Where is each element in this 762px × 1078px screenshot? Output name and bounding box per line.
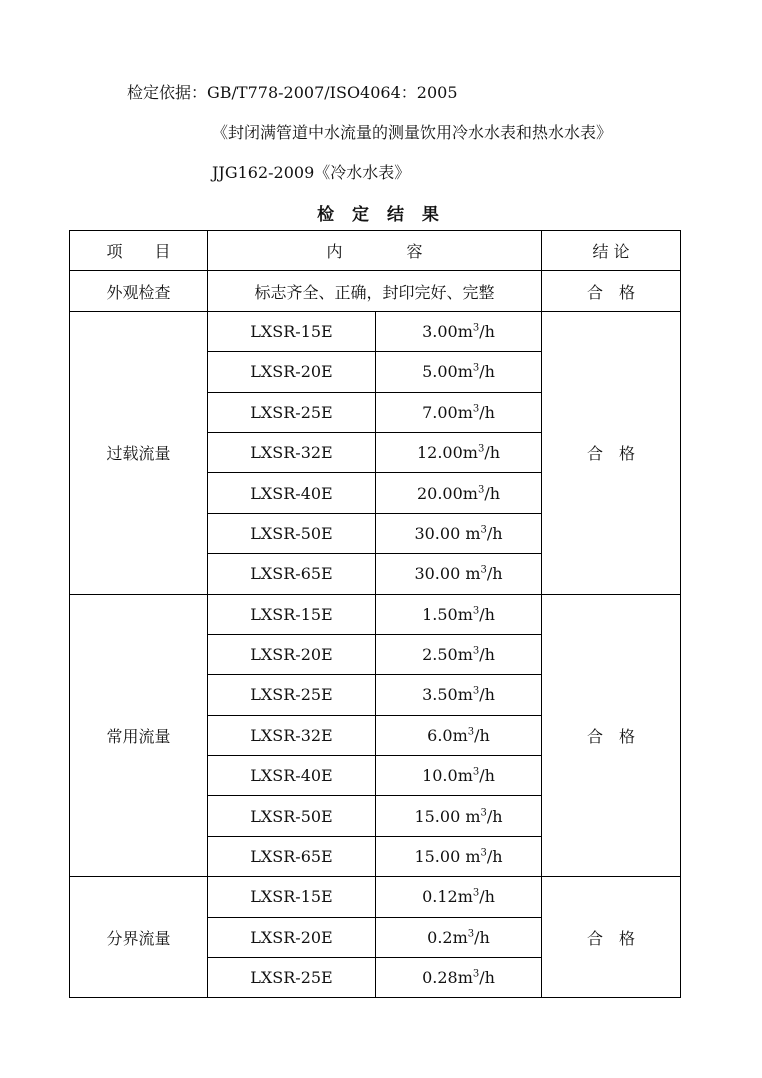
appearance-row [70,271,681,311]
model-cell: LXSR-65E [208,836,376,876]
flow-value-cell [376,594,542,634]
flow-value: 2.50m [422,645,473,665]
header-content: 内 容 [208,231,542,271]
model-cell: LXSR-15E [208,877,376,917]
table-row [70,877,681,917]
unit-exponent: 3 [472,645,480,657]
flow-unit: /h [486,564,503,584]
unit-exponent: 3 [472,363,480,375]
flow-unit: /h [479,645,495,665]
flow-value: 0.12m [422,887,473,907]
appearance-label: 外观检查 [70,271,208,311]
flow-unit: /h [484,443,501,463]
flow-value-cell [376,311,542,351]
flow-unit: /h [486,847,503,867]
results-table-body [70,231,681,998]
group-label: 分界流量 [70,877,208,998]
unit-exponent: 3 [480,524,487,536]
flow-unit: /h [486,523,503,543]
model-cell: LXSR-32E [208,715,376,755]
unit-exponent: 3 [472,322,480,334]
model-cell: LXSR-25E [208,675,376,715]
group-result: 合 格 [542,594,681,877]
table-row [70,594,681,634]
flow-unit: /h [474,725,490,745]
flow-value-cell [376,756,542,796]
flow-unit: /h [479,604,495,624]
flow-value-cell [376,796,542,836]
model-cell: LXSR-15E [208,594,376,634]
flow-value-cell [376,634,542,674]
group-label: 常用流量 [70,594,208,877]
flow-value-cell [376,352,542,392]
basis-line: 检定依据：GB/T778-2007/ISO4064：2005 [127,83,458,102]
flow-value: 30.00 m [414,523,481,543]
flow-value: 1.50m [422,604,473,624]
flow-unit: /h [479,685,495,705]
flow-unit: /h [479,968,495,988]
group-result: 合 格 [542,311,681,594]
flow-value: 5.00m [422,362,473,382]
table-row [70,311,681,351]
flow-value-cell [376,513,542,553]
section-title: 检 定 结 果 [317,205,445,225]
flow-value: 20.00m [416,483,478,503]
header-row [70,231,681,271]
flow-value: 3.00m [422,321,473,341]
results-table [69,230,681,998]
unit-exponent: 3 [472,686,480,698]
flow-value-cell [376,715,542,755]
flow-value: 3.50m [422,685,473,705]
flow-value-cell [376,836,542,876]
flow-unit: /h [479,766,495,786]
unit-exponent: 3 [472,766,480,778]
flow-unit: /h [486,806,503,826]
unit-exponent: 3 [472,888,480,900]
unit-exponent: 3 [467,726,475,738]
flow-value: 30.00 m [414,564,481,584]
model-cell: LXSR-25E [208,392,376,432]
flow-value-cell [376,392,542,432]
model-cell: LXSR-50E [208,513,376,553]
header-conclusion: 结 论 [542,231,681,271]
appearance-content: 标志齐全、正确，封印完好、完整 [208,271,542,311]
model-cell: LXSR-50E [208,796,376,836]
flow-value: 7.00m [422,402,473,422]
flow-unit: /h [484,483,501,503]
model-cell: LXSR-20E [208,634,376,674]
model-cell: LXSR-40E [208,756,376,796]
flow-value-cell [376,958,542,998]
model-cell: LXSR-40E [208,473,376,513]
model-cell: LXSR-20E [208,917,376,957]
flow-value: 0.2m [427,927,468,947]
flow-value-cell [376,877,542,917]
flow-value-cell [376,473,542,513]
unit-exponent: 3 [480,807,487,819]
model-cell: LXSR-15E [208,311,376,351]
group-label: 过载流量 [70,311,208,594]
model-cell: LXSR-65E [208,554,376,594]
flow-value: 6.0m [427,725,468,745]
group-result: 合 格 [542,877,681,998]
unit-exponent: 3 [480,847,487,859]
flow-value-cell [376,432,542,472]
flow-unit: /h [479,321,495,341]
flow-value: 15.00 m [414,847,481,867]
model-cell: LXSR-32E [208,432,376,472]
model-cell: LXSR-25E [208,958,376,998]
flow-value: 0.28m [422,968,473,988]
model-cell: LXSR-20E [208,352,376,392]
standard-code-line: JJG162-2009《冷水水表》 [212,163,411,182]
flow-value-cell [376,554,542,594]
flow-unit: /h [479,402,495,422]
unit-exponent: 3 [467,928,475,940]
unit-exponent: 3 [477,484,485,496]
flow-value-cell [376,917,542,957]
flow-unit: /h [479,362,495,382]
flow-value-cell [376,675,542,715]
flow-value: 12.00m [416,443,478,463]
unit-exponent: 3 [472,403,480,415]
unit-exponent: 3 [472,968,480,980]
flow-unit: /h [474,927,490,947]
appearance-result: 合 格 [542,271,681,311]
flow-unit: /h [479,887,495,907]
unit-exponent: 3 [477,443,485,455]
flow-value: 15.00 m [414,806,481,826]
unit-exponent: 3 [480,564,487,576]
unit-exponent: 3 [472,605,480,617]
flow-value: 10.0m [422,766,473,786]
standard-title-line: 《封闭满管道中水流量的测量饮用冷水水表和热水水表》 [212,123,613,142]
header-item: 项 目 [70,231,208,271]
